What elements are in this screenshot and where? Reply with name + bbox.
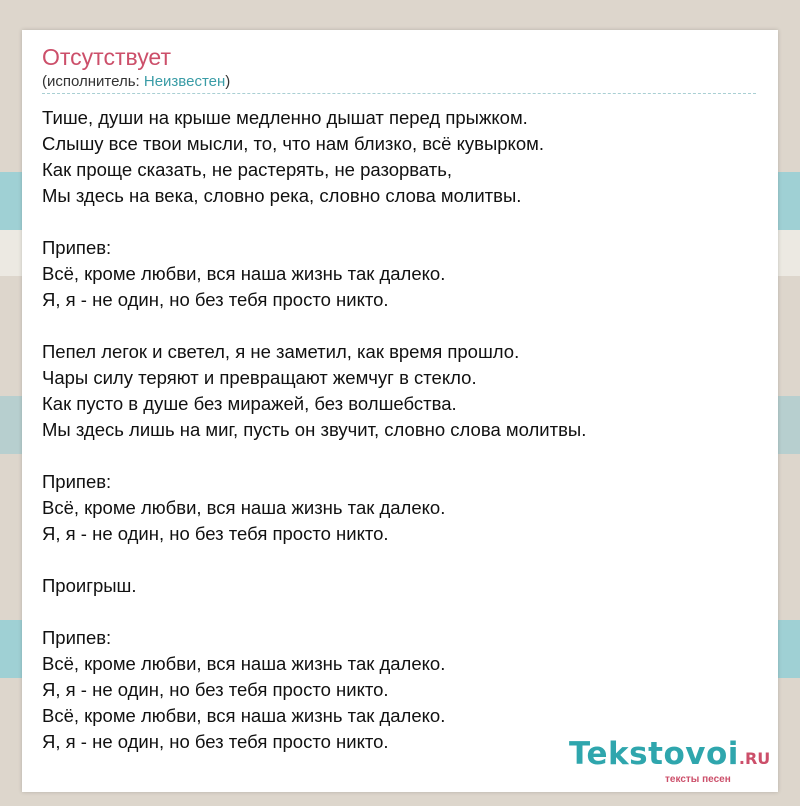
lyric-line: Мы здесь лишь на миг, пусть он звучит, словно слова молитвы. <box>42 419 587 440</box>
divider <box>42 93 756 94</box>
lyric-line: Как пусто в душе без миражей, без волшебства. <box>42 393 457 414</box>
lyric-line: Я, я - не один, но без тебя просто никто. <box>42 289 389 310</box>
lyric-line: Припев: <box>42 237 112 258</box>
stanza-gap <box>42 209 762 235</box>
logo-main-text: Tekstovoi <box>569 736 739 772</box>
stanza-gap <box>42 547 762 573</box>
lyric-line: Чары силу теряют и превращают жемчуг в стекло. <box>42 367 477 388</box>
logo-tld: .RU <box>738 749 771 768</box>
stanza-gap <box>42 313 762 339</box>
stanza-gap <box>42 599 762 625</box>
lyric-line: Тише, души на крыше медленно дышат перед прыжком. <box>42 107 528 128</box>
song-title: Отсутствует <box>42 44 171 70</box>
lyric-line: Я, я - не один, но без тебя просто никто. <box>42 523 389 544</box>
lyric-line: Как проще сказать, не растерять, не разорвать, <box>42 159 453 180</box>
artist-suffix: ) <box>225 73 231 90</box>
artist-link[interactable]: Неизвестен <box>143 73 226 90</box>
logo-tagline: тексты песен <box>665 774 731 785</box>
artist-prefix: (исполнитель: <box>42 73 144 90</box>
lyric-line: Проигрыш. <box>42 575 137 596</box>
lyric-line: Всё, кроме любви, вся наша жизнь так далеко. <box>42 705 446 726</box>
lyric-line: Слышу все твои мысли, то, что нам близко, всё кувырком. <box>42 133 545 154</box>
lyric-line: Мы здесь на века, словно река, словно слова молитвы. <box>42 185 522 206</box>
lyric-line: Я, я - не один, но без тебя просто никто. <box>42 679 389 700</box>
lyric-line: Припев: <box>42 627 112 648</box>
artist-line <box>42 73 230 90</box>
lyric-line: Всё, кроме любви, вся наша жизнь так далеко. <box>42 497 446 518</box>
lyric-line: Всё, кроме любви, вся наша жизнь так далеко. <box>42 653 446 674</box>
lyric-line: Припев: <box>42 471 112 492</box>
site-logo[interactable] <box>569 736 779 786</box>
lyric-line: Пепел легок и светел, я не заметил, как время прошло. <box>42 341 520 362</box>
lyric-line: Я, я - не один, но без тебя просто никто. <box>42 731 389 752</box>
stanza-gap <box>42 443 762 469</box>
lyrics-text <box>42 105 762 755</box>
lyrics-card <box>22 30 778 792</box>
logo-text <box>569 736 770 772</box>
lyric-line: Всё, кроме любви, вся наша жизнь так далеко. <box>42 263 446 284</box>
